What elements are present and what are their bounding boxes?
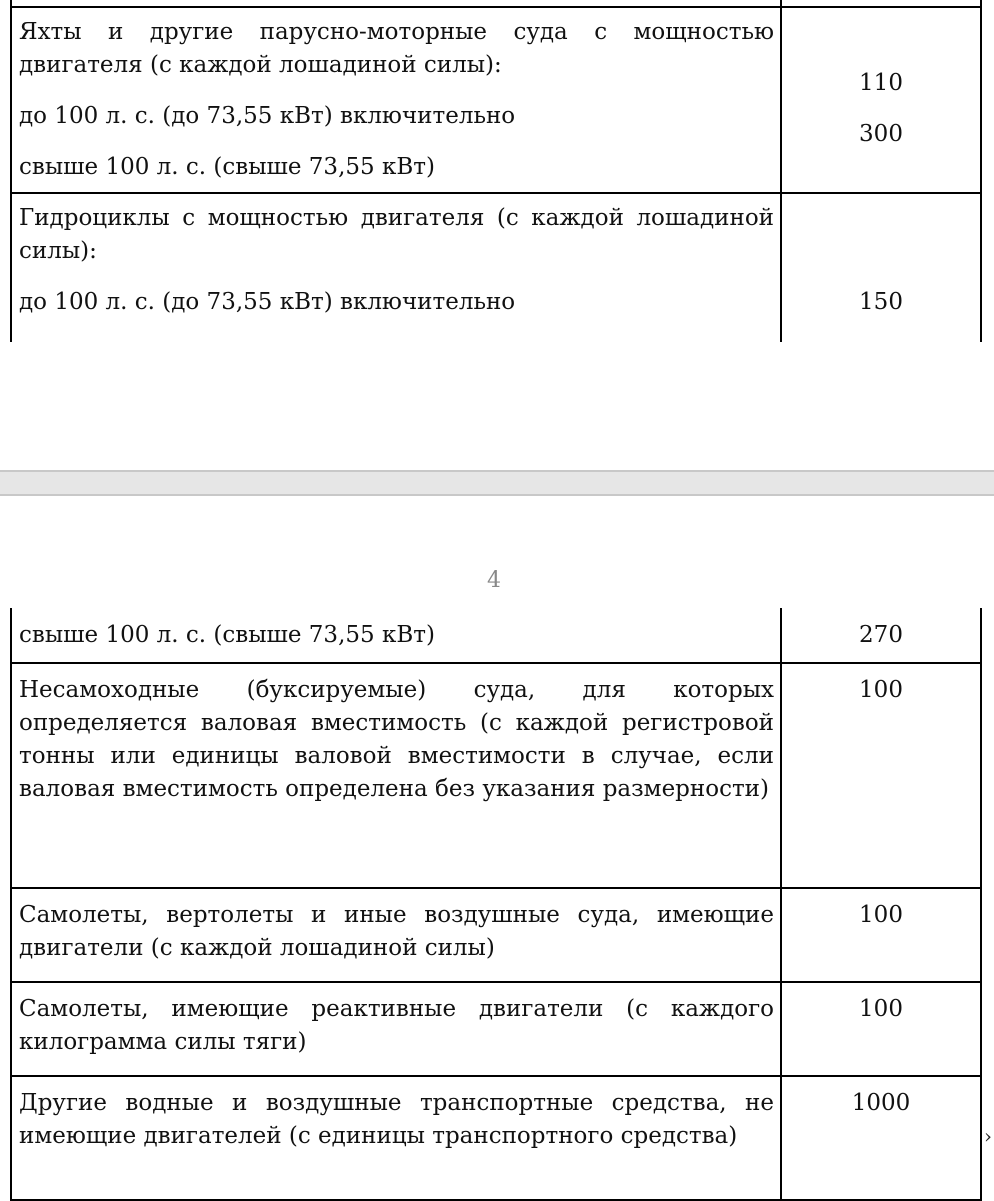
row-label: Несамоходные (буксируемые) суда, для которых определяется валовая вместимость (с каждой регистровой тонны или единицы валовой вместимости в случае, если валовая вместимость определена без указания размерности) bbox=[11, 663, 781, 888]
tax-rate-table-top bbox=[10, 0, 982, 342]
row-value: 100 bbox=[781, 663, 981, 888]
row-label: Другие водные и воздушные транспортные средства, не имеющие двигателей (с единицы транспортного средства) bbox=[11, 1076, 781, 1200]
row-label: Самолеты, имеющие реактивные двигатели (с каждого килограмма силы тяги) bbox=[11, 982, 781, 1076]
table-row bbox=[11, 982, 981, 1076]
table-row bbox=[11, 1076, 981, 1200]
row-label: свыше 100 л. с. (свыше 73,55 кВт) bbox=[19, 154, 435, 180]
table-row bbox=[11, 7, 981, 193]
row-value: 300 bbox=[859, 121, 903, 147]
chevron-right-icon[interactable]: › bbox=[984, 1124, 992, 1148]
table-row bbox=[11, 663, 981, 888]
row-heading: Гидроциклы с мощностью двигателя (с каждой лошадиной силы): bbox=[19, 205, 774, 264]
page-separator bbox=[0, 470, 994, 496]
row-value: 110 bbox=[859, 70, 903, 96]
page-number: 4 bbox=[487, 568, 501, 593]
table-row bbox=[11, 0, 981, 7]
row-heading: Яхты и другие парусно-моторные суда с мощностью двигателя (с каждой лошадиной силы): bbox=[19, 19, 774, 78]
row-value: 100 bbox=[781, 888, 981, 982]
row-label: до 100 л. с. (до 73,55 кВт) включительно bbox=[19, 289, 516, 315]
table-row bbox=[11, 193, 981, 342]
row-label: свыше 100 л. с. (свыше 73,55 кВт) bbox=[11, 608, 781, 663]
page-3-fragment bbox=[0, 0, 994, 340]
row-label: до 100 л. с. (до 73,55 кВт) включительно bbox=[19, 103, 516, 129]
row-value: 150 bbox=[859, 289, 903, 315]
tax-rate-table-bottom bbox=[10, 608, 982, 1201]
row-value: 100 bbox=[781, 982, 981, 1076]
table-row bbox=[11, 888, 981, 982]
table-row bbox=[11, 608, 981, 663]
row-value: 270 bbox=[781, 608, 981, 663]
row-label: Самолеты, вертолеты и иные воздушные суда, имеющие двигатели (с каждой лошадиной силы) bbox=[11, 888, 781, 982]
row-value: 1000 bbox=[781, 1076, 981, 1200]
